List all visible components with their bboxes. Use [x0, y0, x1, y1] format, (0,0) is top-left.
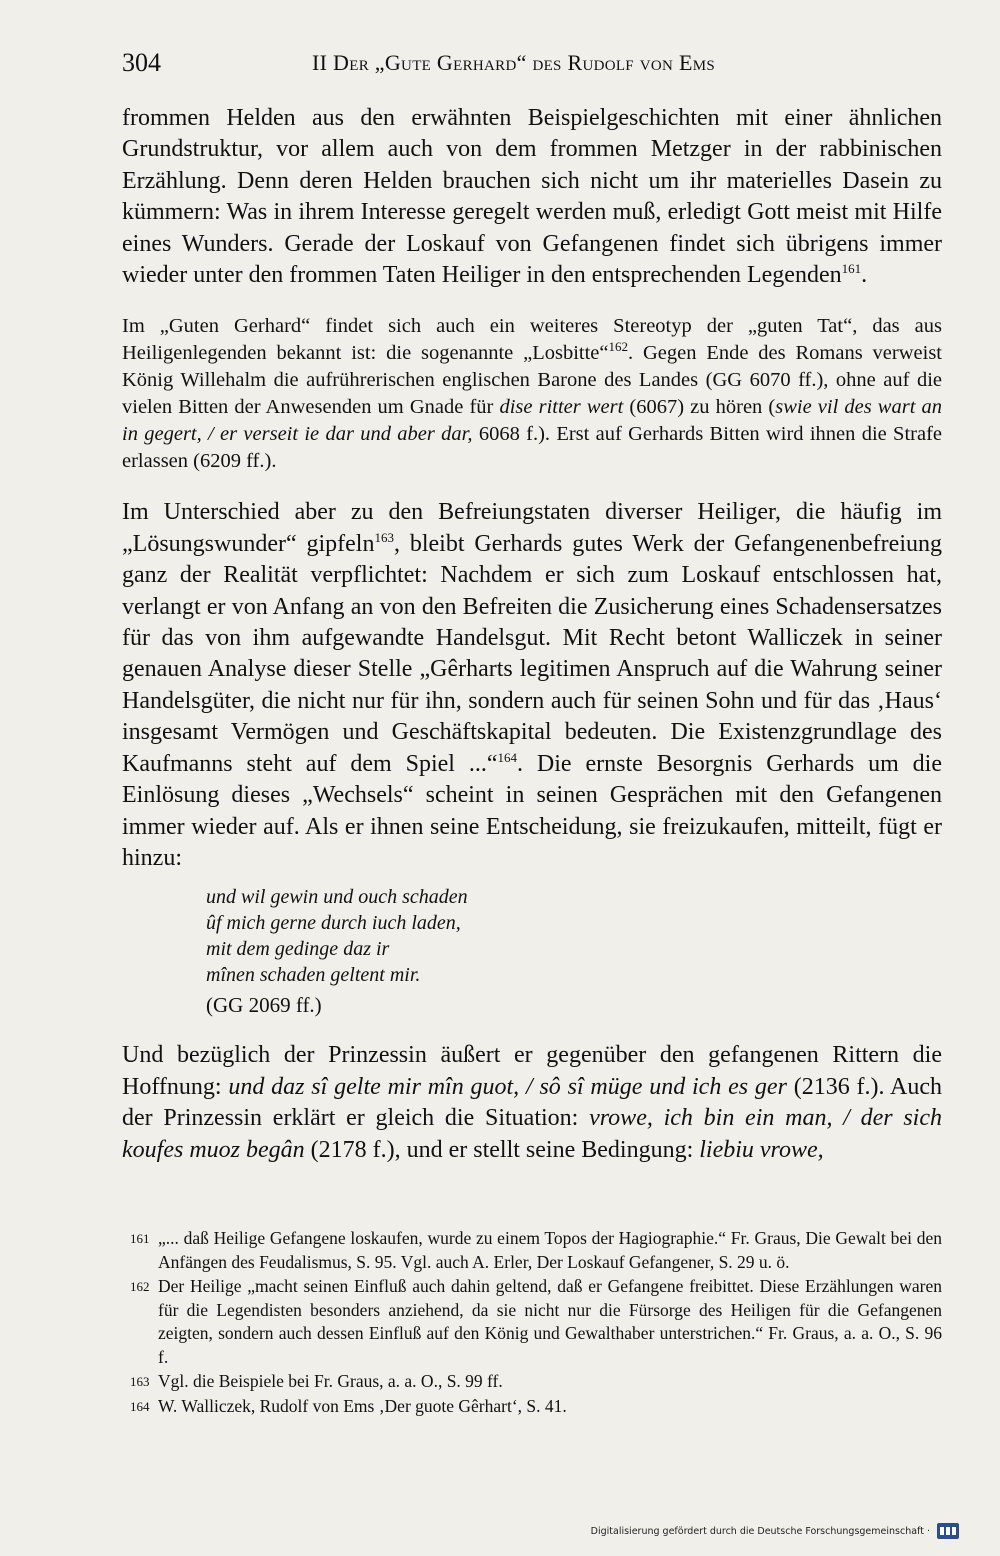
footnote-number: 163	[130, 1374, 150, 1389]
page-number: 304	[122, 48, 161, 77]
footnote-number: 161	[130, 1231, 150, 1246]
footnote-text: W. Walliczek, Rudolf von Ems ‚Der guote Gêrhart‘, S. 41.	[158, 1395, 567, 1416]
footnote-ref-162[interactable]: 162	[608, 339, 628, 355]
footnote-number: 164	[130, 1398, 150, 1414]
running-head: II Der „Gute Gerhard“ des Rudolf von Ems	[312, 50, 715, 75]
page-header	[122, 48, 942, 82]
verse-quotation	[206, 884, 942, 1018]
dfg-logo-icon	[936, 1521, 960, 1541]
verse-source: (GG 2069 ff.)	[206, 993, 322, 1018]
paragraph-1: frommen Helden aus den erwähnten Beispielgeschichten mit einer ähnlichen Grundstruktur, vor allem auch von dem frommen Metzger in der rabbinischen Erzählung. Denn deren Helden brauchen sich nicht um ihr materielles Dasein zu kümmern: Was in ihrem Interesse geregelt werden muß, erledigt Gott meist mit Hilfe eines Wunders. Gerade der Loskauf von Gefangenen findet sich übrigens immer wieder unter den frommen Taten Heiliger in den entsprechenden Legenden$^{161}$.	[122, 105, 942, 289]
footnote-163	[122, 1370, 942, 1394]
verse-line: und wil gewin und ouch schaden	[206, 886, 468, 909]
footnote-number: 162	[130, 1279, 150, 1294]
footnote-162	[122, 1275, 942, 1369]
paragraph-3: Im Unterschied aber zu den Befreiungstaten diverser Heiliger, die häufig im „Lösungswunder“ gipfeln$^{163}$, bleibt Gerhards gutes Werk der Gefangenenbefreiung ganz der Realität verpflichtet: Nachdem er sich zum Loskauf entschlossen hat, verlangt er von Anfang an von den Befreiten die Zusicherung eines Schadensersatzes für das von ihm aufgewandte Handelsgut. Mit Recht betont Walliczek in seiner genauen Analyse dieser Stelle „Gêrharts legitimen Anspruch auf die Wahrung seiner Handelsgüter, die nicht nur für ihn, sondern auch für seinen Sohn und für das ‚Haus‘ insgesamt Vermögen und Geschäftskapital bedeuten. Die Existenzgrundlage des Kaufmanns steht auf dem Spiel ...“$^{164}$. Die ernste Besorgnis Gerhards um die Einlösung dieses „Wechsels“ scheint in seinen Gesprächen mit den Gefangenen immer wieder auf. Als er ihnen seine Entscheidung, sie freizukaufen, mitteilt, fügt er hinzu:	[122, 499, 942, 871]
footnote-text: Vgl. die Beispiele bei Fr. Graus, a. a. O., S. 99 ff.	[158, 1371, 503, 1391]
footnote-text: „... daß Heilige Gefangene loskaufen, wurde zu einem Topos der Hagiographie.“ Fr. Graus, Die Gewalt bei den Anfängen des Feudalismus, S. 95. Vgl. auch A. Erler, Der Loskauf Gefangener, S. 29 u. ö.	[158, 1228, 942, 1272]
verse-line: mit dem gedinge daz ir	[206, 938, 390, 961]
digitization-credit: Digitalisierung gefördert durch die Deutsche Forschungsgemeinschaft ·	[590, 1526, 930, 1537]
footnote-ref-163[interactable]: 163	[374, 529, 394, 545]
footnote-ref-164[interactable]: 164	[497, 749, 518, 765]
paragraph-4: Und bezüglich der Prinzessin äußert er gegenüber den gefangenen Rittern die Hoffnung: und daz sî gelte mir mîn guot, / sô sî müge und ich es ger (2136 f.). Auch der Prinzessin erklärt er gleich die Situation: vrowe, ich bin ein man, / der sich koufes muoz begân (2178 f.), und er stellt seine Bedingung: liebiu vrowe,	[122, 1042, 942, 1163]
footnote-ref-161[interactable]: 161	[841, 261, 862, 277]
paragraph-2-excursus: Im „Guten Gerhard“ findet sich auch ein weiteres Stereotyp der „guten Tat“, das aus Heiligenlegenden bekannt ist: die sogenannte „Losbitte“$^{162}$. Gegen Ende des Romans verweist König Willehalm die aufrührerischen englischen Barone des Landes (GG 6070 ff.), ohne auf die vielen Bitten der Anwesenden um Gnade für dise ritter wert (6067) zu hören (swie vil des wart an in gegert, / er verseit ie dar und aber dar, 6068 f.). Erst auf Gerhards Bitten wird ihnen die Strafe erlassen (6209 ff.).	[122, 315, 943, 473]
footnotes	[122, 1227, 942, 1419]
verse-line: ûf mich gerne durch iuch laden,	[206, 912, 461, 935]
footnote-text: Der Heilige „macht seinen Einfluß auch dahin geltend, daß er Gefangene freibittet. Diese Erzählungen waren für die Legendisten besonders anziehend, da sie nicht nur die Fürsorge des Heiligen für die Gefangenen zeigten, sondern auch dessen Einfluß auf den König und Gewalthaber unterstrichen.“ Fr. Graus, a. a. O., S. 96 f.	[158, 1276, 942, 1367]
main-text	[122, 103, 942, 1166]
footnote-161	[122, 1227, 942, 1274]
verse-line: mînen schaden geltent mir.	[206, 964, 421, 987]
footnote-164	[122, 1395, 942, 1419]
